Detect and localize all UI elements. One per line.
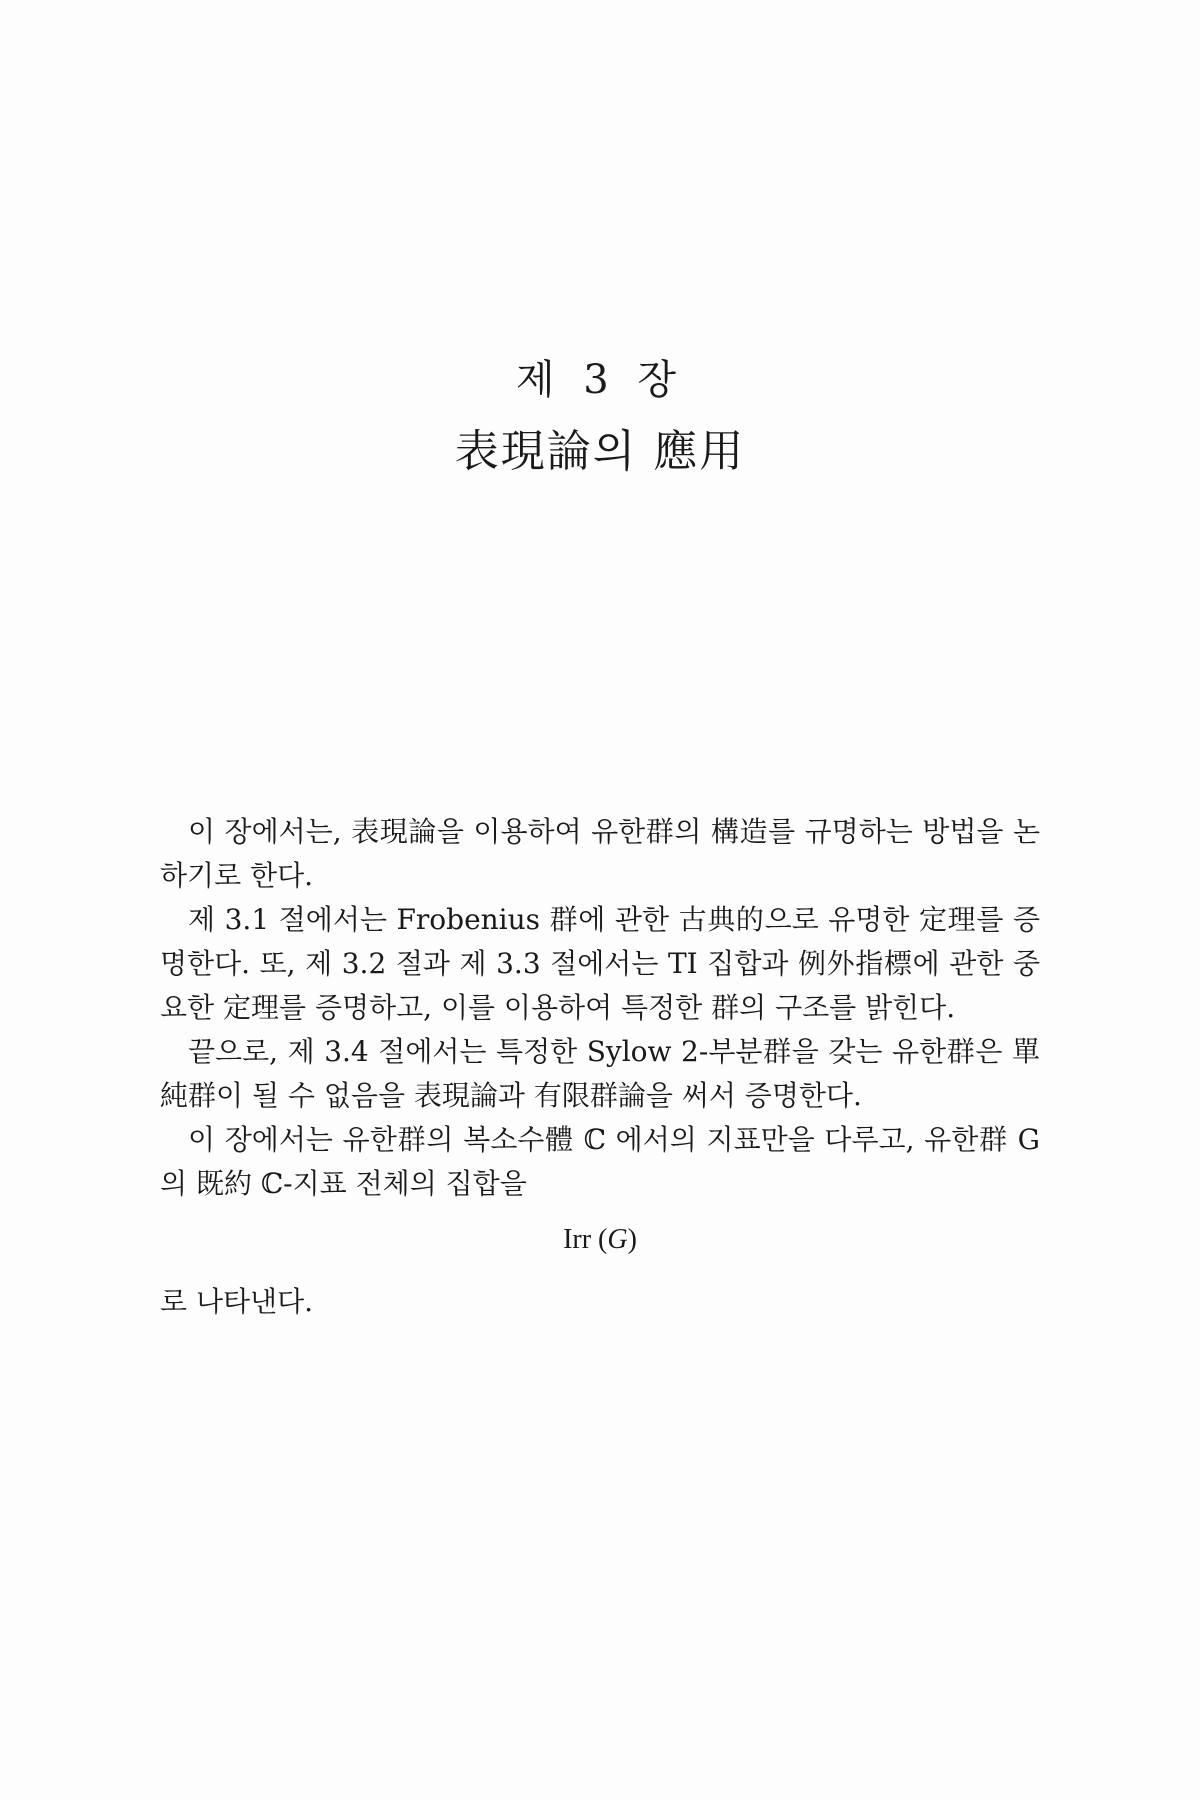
body-text xyxy=(160,810,1040,1324)
paragraph-notation: 이 장에서는 유한群의 복소수體 ℂ 에서의 지표만을 다루고, 유한群 G 의 既約 ℂ-지표 전체의 집합을 xyxy=(160,1123,1040,1200)
formula-prefix: Irr ( xyxy=(563,1224,608,1255)
closing-line: 로 나타낸다. xyxy=(160,1285,314,1318)
formula-suffix: ) xyxy=(627,1224,637,1255)
paragraph-section-3-4: 끝으로, 제 3.4 절에서는 특정한 Sylow 2-부분群을 갖는 유한群은 單純群이 될 수 없음을 表現論과 有限群論을 써서 증명한다. xyxy=(160,1035,1040,1112)
chapter-title: 表現論의 應用 xyxy=(454,426,746,477)
chapter-number: 제 3 장 xyxy=(515,357,685,403)
formula-irr xyxy=(160,1218,1040,1262)
formula-variable: G xyxy=(607,1224,628,1255)
paragraph-section-3-1: 제 3.1 절에서는 Frobenius 群에 관한 古典的으로 유명한 定理를 증명한다. 또, 제 3.2 절과 제 3.3 절에서는 TI 집합과 例外指標에 관한 중요한 定理를 증명하고, 이를 이용하여 특정한 群의 구조를 밝힌다. xyxy=(160,903,1040,1024)
paragraph-intro: 이 장에서는, 表現論을 이용하여 유한群의 構造를 규명하는 방법을 논하기로 한다. xyxy=(160,815,1040,892)
